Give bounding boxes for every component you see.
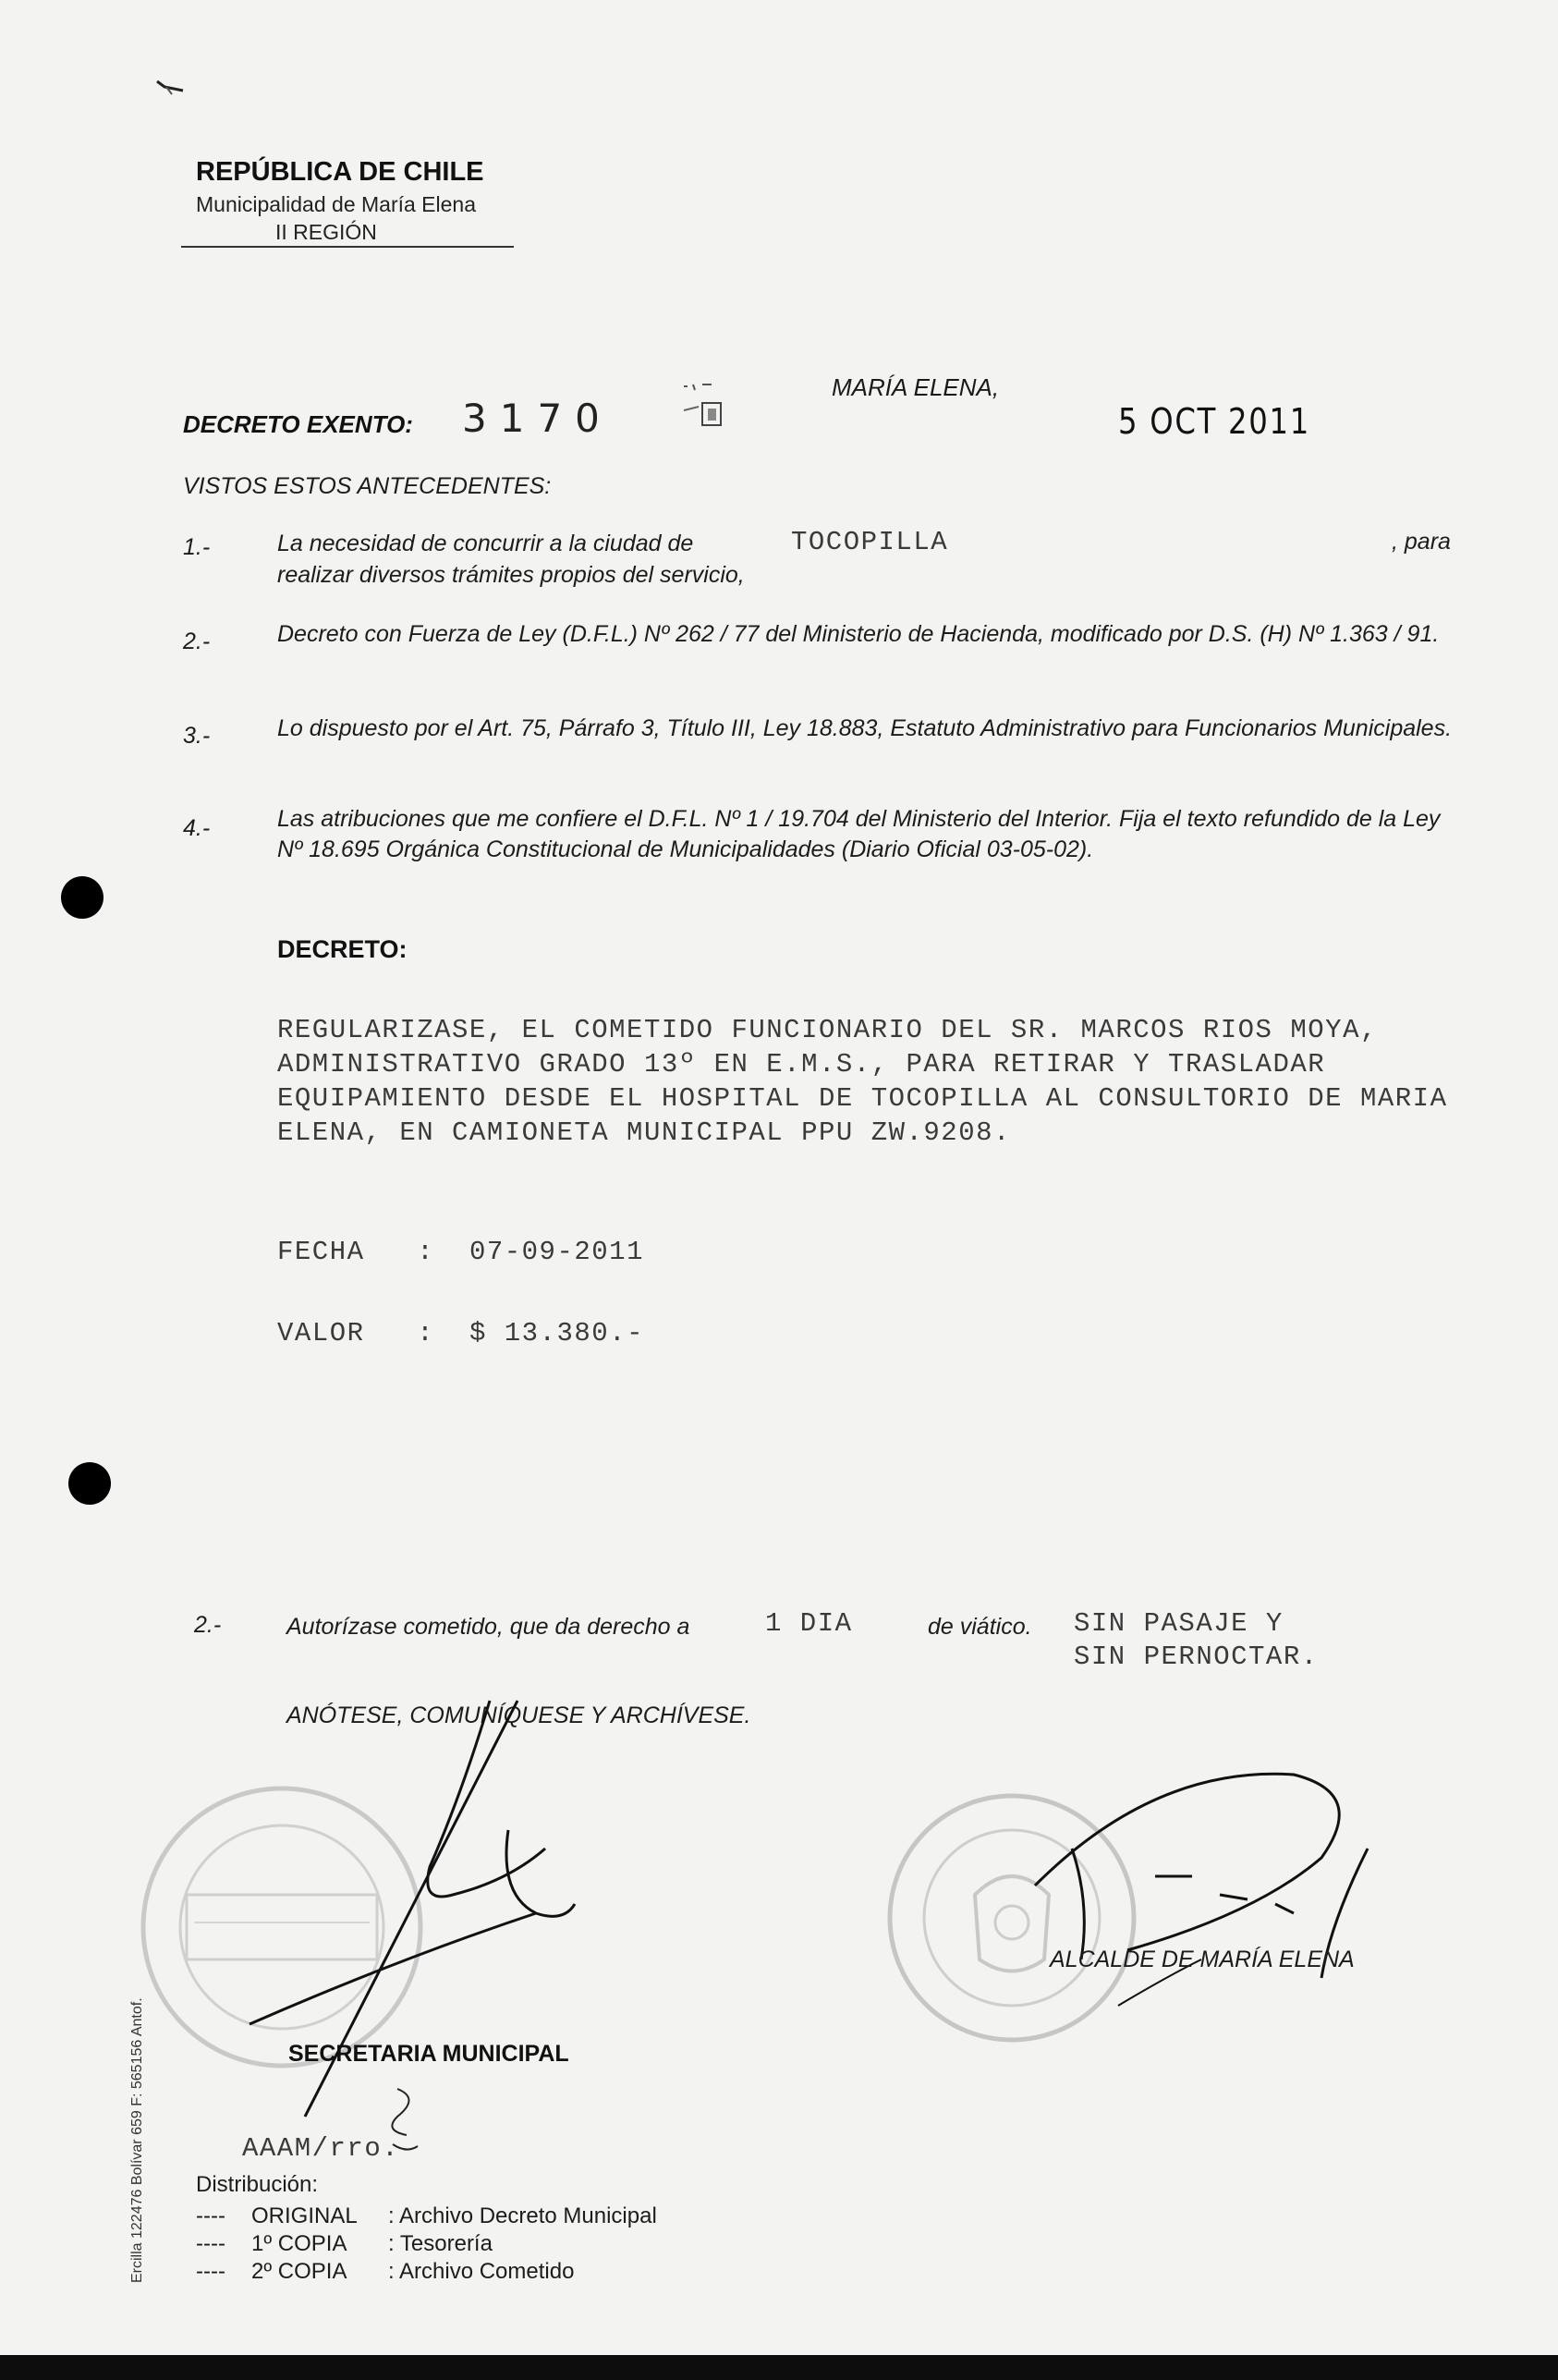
item-city-typed: TOCOPILLA [791,527,949,557]
reference-initials: AAAM/rro. [242,2133,400,2164]
municipality-name: Municipalidad de María Elena [196,192,477,216]
date-stamp: 5 OCT 2011 [1118,401,1310,442]
distribution-destination: : Tesorería [388,2231,493,2256]
decree-label: DECRETO EXENTO: [183,410,413,438]
item-number: 1.- [183,534,211,560]
punch-hole [61,876,103,919]
distribution-copy: 1º COPIA [251,2231,347,2256]
mayor-signature [1016,1738,1405,2033]
decree-number: 3170 [462,396,613,441]
item-text-end: , para [1392,529,1451,555]
place-name: MARÍA ELENA, [832,373,1000,401]
small-stamp-icon [675,379,730,434]
item-number: 2.- [183,629,211,654]
vistos-heading: VISTOS ESTOS ANTECEDENTES: [183,473,552,499]
item2-days-typed: 1 DIA [765,1608,853,1639]
valor-label: VALOR [277,1318,365,1349]
item2-note-2: SIN PERNOCTAR. [1074,1642,1319,1672]
distribution-row [196,2231,493,2257]
item-number: 3.- [183,723,211,749]
item-text: La necesidad de concurrir a la ciudad de [277,531,694,556]
fecha-row: FECHA : 07-09-2011 [277,1237,644,1267]
distribution-copy: ORIGINAL [251,2203,358,2228]
item-text: Las atribuciones que me confiere el D.F.L. Nº 1 / 19.704 del Ministerio del Interior. Fija el texto refundido de la Ley Nº 18.695 Orgánica Constitucional de Municipalidades (Diario Oficial 03-05-02). [277,806,1441,862]
header-underline [181,246,514,248]
item-text: Lo dispuesto por el Art. 75, Párrafo 3, Título III, Ley 18.883, Estatuto Administrativo para Funcionarios Municipales. [277,715,1453,741]
distribution-destination: : Archivo Cometido [388,2259,575,2284]
distribution-copy: 2º COPIA [251,2259,347,2284]
distribution-heading: Distribución: [196,2172,319,2197]
country-title: REPÚBLICA DE CHILE [196,157,484,187]
item2-viatico: de viático. [928,1614,1032,1640]
distribution-dash: ---- [196,2259,225,2284]
item-text: Decreto con Fuerza de Ley (D.F.L.) Nº 262 / 77 del Ministerio de Hacienda, modificado por D.S. (H) Nº 1.363 / 91. [277,621,1440,647]
region-name: II REGIÓN [275,220,377,244]
scan-bottom-edge [0,2355,1558,2380]
scan-mark [139,74,222,111]
decree-body-typed: REGULARIZASE, EL COMETIDO FUNCIONARIO DEL SR. MARCOS RIOS MOYA, ADMINISTRATIVO GRADO 13º EN E.M.S., PARA RETIRAR Y TRASLADAR EQUIPAMIENTO DESDE EL HOSPITAL DE TOCOPILLA AL CONSULTORIO DE MARIA ELENA, EN CAMIONETA MUNICIPAL PPU ZW.9208. [277,1015,1448,1148]
secretary-title: SECRETARIA MUNICIPAL [288,2041,569,2067]
distribution-dash: ---- [196,2231,225,2256]
distribution-destination: : Archivo Decreto Municipal [388,2203,657,2228]
fecha-label: FECHA [277,1237,365,1267]
fecha-value: 07-09-2011 [469,1237,644,1267]
mayor-title: ALCALDE DE MARÍA ELENA [1050,1947,1355,1972]
item2-note-1: SIN PASAJE Y [1074,1608,1284,1639]
item2-text: Autorízase cometido, que da derecho a [286,1614,690,1640]
valor-value: $ 13.380.- [469,1318,644,1349]
valor-row: VALOR : $ 13.380.- [277,1318,644,1349]
distribution-row [196,2259,574,2285]
punch-hole [68,1462,111,1505]
closing-formula: ANÓTESE, COMUNÍQUESE Y ARCHÍVESE. [286,1703,751,1728]
item2-number: 2.- [194,1612,222,1638]
item-text-continued: realizar diversos trámites propios del servicio, [277,562,745,588]
distribution-dash: ---- [196,2203,225,2228]
decreto-heading: DECRETO: [277,935,408,963]
distribution-row [196,2203,657,2229]
printer-imprint: Ercilla 122476 Bolívar 659 F: 565156 Antof. [129,1997,145,2283]
item-number: 4.- [183,815,211,841]
